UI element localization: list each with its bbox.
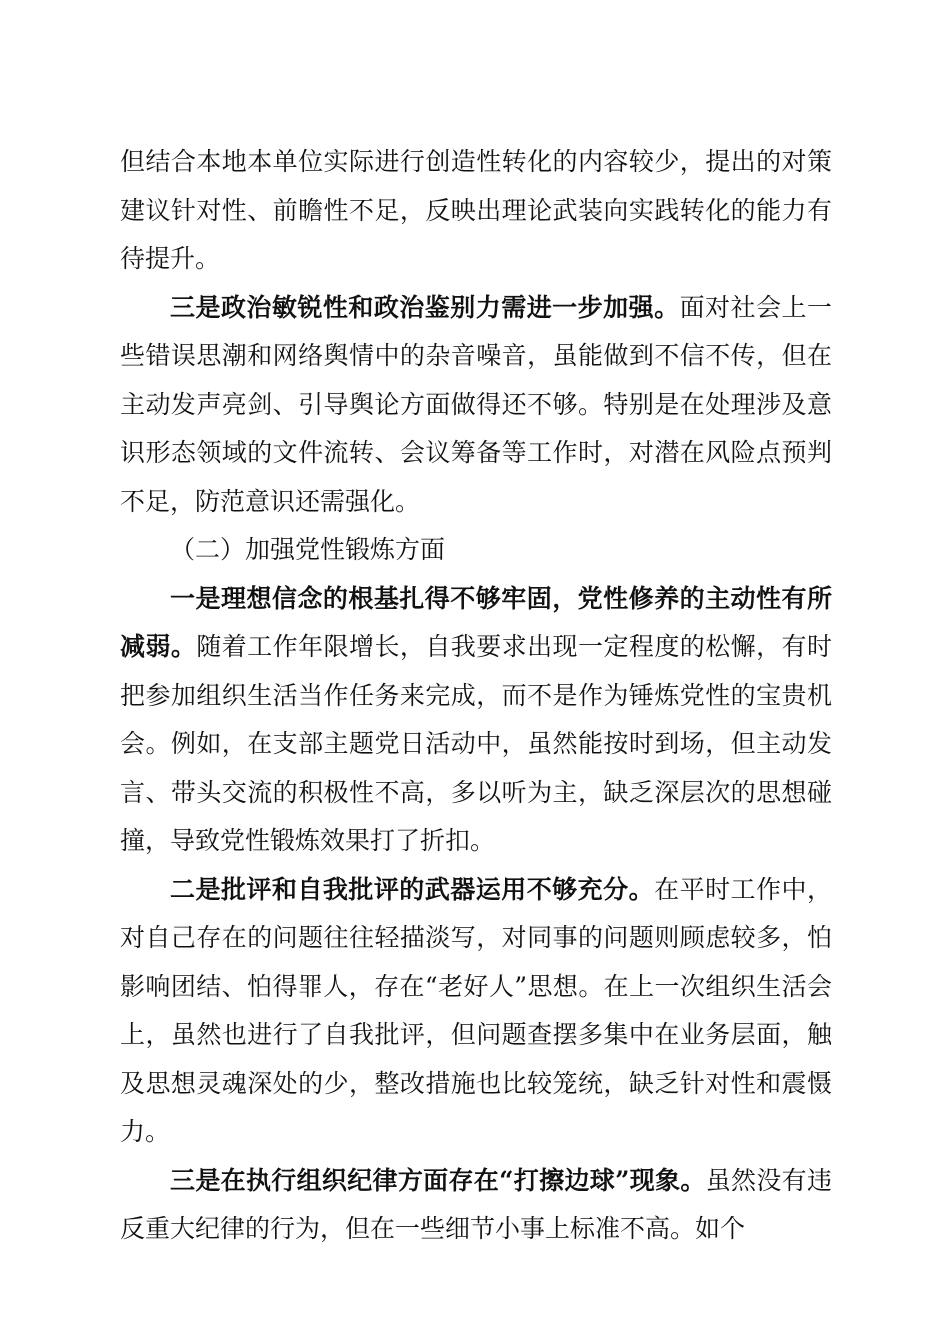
paragraph-body-criticism: 在平时工作中，对自己存在的问题往往轻描淡写，对同事的问题则顾虑较多，怕影响团结、怕得罪人，存在“老好人”思想。在上一次组织生活会上，虽然也进行了自我批评，但问题查摆多集中在业务层面，触及思想灵魂深处的少，整改措施也比较笼统，缺乏针对性和震慑力。 xyxy=(120,874,832,1146)
paragraph-body-discipline: 虽然没有违反重大纪律的行为，但在一些细节小事上标准不高。如个 xyxy=(120,1165,832,1243)
paragraph-body-political-sensitivity: 面对社会上一些错误思潮和网络舆情中的杂音噪音，虽能做到不信不传，但在主动发声亮剑、引导舆论方面做得还不够。特别是在处理涉及意识形态领域的文件流转、会议筹备等工作时，对潜在风险点预判不足，防范意识还需强化。 xyxy=(120,292,832,516)
section-heading-party-spirit xyxy=(120,526,832,575)
paragraph-lead-political-sensitivity: 三是政治敏锐性和政治鉴别力需进一步加强。 xyxy=(170,292,680,322)
document-body xyxy=(120,138,832,1254)
paragraph-body-ideals-beliefs: 随着工作年限增长，自我要求出现一定程度的松懈，有时把参加组织生活当作任务来完成，而不是作为锤炼党性的宝贵机会。例如，在支部主题党日活动中，虽然能按时到场，但主动发言、带头交流的积极性不高，多以听为主，缺乏深层次的思想碰撞，导致党性锻炼效果打了折扣。 xyxy=(120,632,832,855)
paragraph-lead-ideals-beliefs: 一是理想信念的根基扎得不够牢固，党性修养的主动性有所减弱。 xyxy=(120,583,832,661)
paragraph-political-sensitivity xyxy=(120,284,832,527)
paragraph-discipline xyxy=(120,1157,832,1254)
paragraph-lead-discipline: 三是在执行组织纪律方面存在“打擦边球”现象。 xyxy=(170,1165,706,1195)
continuation-paragraph xyxy=(120,138,832,284)
continuation-text: 但结合本地本单位实际进行创造性转化的内容较少，提出的对策建议针对性、前瞻性不足，反映出理论武装向实践转化的能力有待提升。 xyxy=(120,147,832,273)
paragraph-criticism xyxy=(120,866,832,1157)
paragraph-ideals-beliefs xyxy=(120,575,832,866)
paragraph-lead-criticism: 二是批评和自我批评的武器运用不够充分。 xyxy=(170,874,655,904)
section-heading-text: （二）加强党性锻炼方面 xyxy=(170,535,446,564)
